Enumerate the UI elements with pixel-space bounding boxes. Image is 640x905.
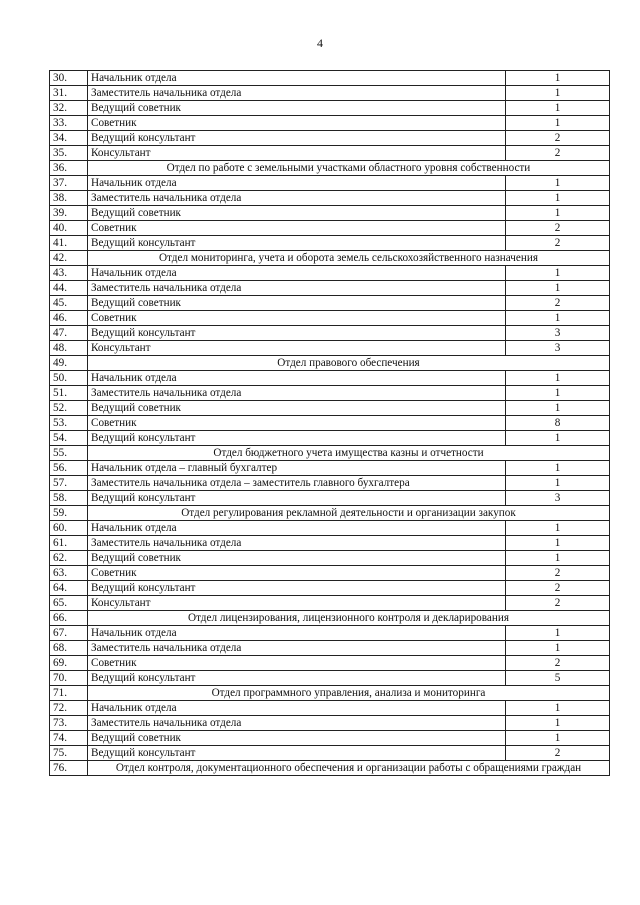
position-count: 1 [506, 536, 610, 551]
position-name: Начальник отдела – главный бухгалтер [88, 461, 506, 476]
position-name: Заместитель начальника отдела [88, 716, 506, 731]
row-number: 60. [50, 521, 88, 536]
department-title: Отдел правового обеспечения [88, 356, 610, 371]
position-count: 1 [506, 206, 610, 221]
position-count: 2 [506, 296, 610, 311]
department-row [50, 506, 610, 521]
position-name: Консультант [88, 341, 506, 356]
position-name: Ведущий консультант [88, 326, 506, 341]
department-title: Отдел бюджетного учета имущества казны и отчетности [88, 446, 610, 461]
row-number: 52. [50, 401, 88, 416]
department-title: Отдел лицензирования, лицензионного контроля и декларирования [88, 611, 610, 626]
row-number: 66. [50, 611, 88, 626]
table-row [50, 281, 610, 296]
department-title: Отдел регулирования рекламной деятельности и организации закупок [88, 506, 610, 521]
row-number: 34. [50, 131, 88, 146]
position-count: 1 [506, 371, 610, 386]
table-row [50, 596, 610, 611]
row-number: 44. [50, 281, 88, 296]
position-count: 1 [506, 461, 610, 476]
row-number: 48. [50, 341, 88, 356]
table-row [50, 701, 610, 716]
table-row [50, 206, 610, 221]
table-row [50, 341, 610, 356]
position-name: Ведущий консультант [88, 491, 506, 506]
table-row [50, 191, 610, 206]
table-row [50, 236, 610, 251]
table-row [50, 131, 610, 146]
position-count: 1 [506, 716, 610, 731]
table-row [50, 626, 610, 641]
position-name: Заместитель начальника отдела [88, 386, 506, 401]
position-count: 1 [506, 386, 610, 401]
table-row [50, 551, 610, 566]
row-number: 63. [50, 566, 88, 581]
row-number: 50. [50, 371, 88, 386]
position-count: 8 [506, 416, 610, 431]
position-count: 2 [506, 596, 610, 611]
table-row [50, 116, 610, 131]
row-number: 55. [50, 446, 88, 461]
position-name: Заместитель начальника отдела [88, 536, 506, 551]
position-count: 5 [506, 671, 610, 686]
position-count: 2 [506, 581, 610, 596]
position-count: 3 [506, 341, 610, 356]
table-row [50, 641, 610, 656]
position-name: Начальник отдела [88, 176, 506, 191]
position-count: 1 [506, 86, 610, 101]
position-name: Ведущий консультант [88, 431, 506, 446]
position-count: 1 [506, 101, 610, 116]
department-row [50, 611, 610, 626]
position-count: 1 [506, 191, 610, 206]
position-name: Заместитель начальника отдела [88, 191, 506, 206]
row-number: 62. [50, 551, 88, 566]
position-count: 1 [506, 431, 610, 446]
row-number: 35. [50, 146, 88, 161]
row-number: 68. [50, 641, 88, 656]
position-name: Заместитель начальника отдела [88, 281, 506, 296]
position-count: 3 [506, 491, 610, 506]
department-row [50, 761, 610, 776]
row-number: 49. [50, 356, 88, 371]
table-row [50, 371, 610, 386]
position-name: Советник [88, 221, 506, 236]
position-name: Начальник отдела [88, 71, 506, 86]
row-number: 70. [50, 671, 88, 686]
position-name: Ведущий советник [88, 731, 506, 746]
row-number: 59. [50, 506, 88, 521]
table-row [50, 581, 610, 596]
position-name: Советник [88, 656, 506, 671]
row-number: 75. [50, 746, 88, 761]
row-number: 33. [50, 116, 88, 131]
position-count: 2 [506, 236, 610, 251]
position-name: Ведущий советник [88, 551, 506, 566]
department-title: Отдел по работе с земельными участками областного уровня собственности [88, 161, 610, 176]
position-count: 1 [506, 311, 610, 326]
position-name: Начальник отдела [88, 701, 506, 716]
table-row [50, 101, 610, 116]
row-number: 71. [50, 686, 88, 701]
row-number: 32. [50, 101, 88, 116]
position-count: 1 [506, 551, 610, 566]
row-number: 76. [50, 761, 88, 776]
row-number: 65. [50, 596, 88, 611]
position-name: Советник [88, 311, 506, 326]
position-name: Начальник отдела [88, 371, 506, 386]
position-count: 1 [506, 731, 610, 746]
table-row [50, 476, 610, 491]
position-name: Советник [88, 116, 506, 131]
row-number: 54. [50, 431, 88, 446]
row-number: 74. [50, 731, 88, 746]
position-name: Ведущий консультант [88, 746, 506, 761]
position-name: Ведущий консультант [88, 581, 506, 596]
table-row [50, 671, 610, 686]
row-number: 36. [50, 161, 88, 176]
position-count: 1 [506, 626, 610, 641]
row-number: 57. [50, 476, 88, 491]
table-row [50, 731, 610, 746]
row-number: 46. [50, 311, 88, 326]
position-name: Ведущий консультант [88, 671, 506, 686]
department-row [50, 251, 610, 266]
table-row [50, 431, 610, 446]
position-name: Заместитель начальника отдела – заместитель главного бухгалтера [88, 476, 506, 491]
table-row [50, 521, 610, 536]
row-number: 53. [50, 416, 88, 431]
position-count: 2 [506, 566, 610, 581]
position-count: 1 [506, 281, 610, 296]
position-name: Консультант [88, 146, 506, 161]
position-name: Консультант [88, 596, 506, 611]
row-number: 56. [50, 461, 88, 476]
position-count: 1 [506, 401, 610, 416]
position-name: Начальник отдела [88, 266, 506, 281]
position-name: Ведущий советник [88, 296, 506, 311]
table-row [50, 656, 610, 671]
table-row [50, 461, 610, 476]
position-count: 2 [506, 746, 610, 761]
row-number: 73. [50, 716, 88, 731]
row-number: 45. [50, 296, 88, 311]
row-number: 38. [50, 191, 88, 206]
row-number: 42. [50, 251, 88, 266]
position-count: 1 [506, 521, 610, 536]
row-number: 58. [50, 491, 88, 506]
position-name: Советник [88, 416, 506, 431]
row-number: 31. [50, 86, 88, 101]
staff-table [49, 70, 610, 776]
department-row [50, 446, 610, 461]
table-row [50, 491, 610, 506]
row-number: 64. [50, 581, 88, 596]
department-title: Отдел контроля, документационного обеспечения и организации работы с обращениями граждан [88, 761, 610, 776]
table-row [50, 326, 610, 341]
position-count: 2 [506, 221, 610, 236]
table-row [50, 176, 610, 191]
row-number: 51. [50, 386, 88, 401]
table-row [50, 386, 610, 401]
position-count: 2 [506, 656, 610, 671]
department-row [50, 686, 610, 701]
table-row [50, 146, 610, 161]
row-number: 67. [50, 626, 88, 641]
table-row [50, 536, 610, 551]
position-name: Заместитель начальника отдела [88, 86, 506, 101]
position-name: Начальник отдела [88, 626, 506, 641]
position-count: 1 [506, 476, 610, 491]
table-row [50, 266, 610, 281]
table-row [50, 86, 610, 101]
position-count: 1 [506, 176, 610, 191]
page-number: 4 [317, 36, 323, 50]
position-name: Начальник отдела [88, 521, 506, 536]
position-count: 1 [506, 116, 610, 131]
row-number: 69. [50, 656, 88, 671]
position-count: 1 [506, 266, 610, 281]
position-name: Ведущий советник [88, 401, 506, 416]
row-number: 61. [50, 536, 88, 551]
table-row [50, 566, 610, 581]
position-count: 3 [506, 326, 610, 341]
table-row [50, 221, 610, 236]
department-row [50, 161, 610, 176]
table-row [50, 71, 610, 86]
row-number: 37. [50, 176, 88, 191]
row-number: 43. [50, 266, 88, 281]
table-row [50, 416, 610, 431]
position-count: 1 [506, 71, 610, 86]
table-row [50, 296, 610, 311]
position-name: Советник [88, 566, 506, 581]
table-row [50, 311, 610, 326]
position-name: Ведущий консультант [88, 131, 506, 146]
position-count: 2 [506, 146, 610, 161]
table-body [50, 71, 610, 776]
row-number: 30. [50, 71, 88, 86]
row-number: 40. [50, 221, 88, 236]
department-row [50, 356, 610, 371]
table-row [50, 716, 610, 731]
row-number: 72. [50, 701, 88, 716]
position-count: 1 [506, 641, 610, 656]
row-number: 47. [50, 326, 88, 341]
position-name: Ведущий советник [88, 206, 506, 221]
position-count: 1 [506, 701, 610, 716]
position-name: Ведущий советник [88, 101, 506, 116]
table-row [50, 401, 610, 416]
position-name: Ведущий консультант [88, 236, 506, 251]
row-number: 41. [50, 236, 88, 251]
row-number: 39. [50, 206, 88, 221]
department-title: Отдел программного управления, анализа и мониторинга [88, 686, 610, 701]
department-title: Отдел мониторинга, учета и оборота земель сельскохозяйственного назначения [88, 251, 610, 266]
position-name: Заместитель начальника отдела [88, 641, 506, 656]
table-row [50, 746, 610, 761]
position-count: 2 [506, 131, 610, 146]
